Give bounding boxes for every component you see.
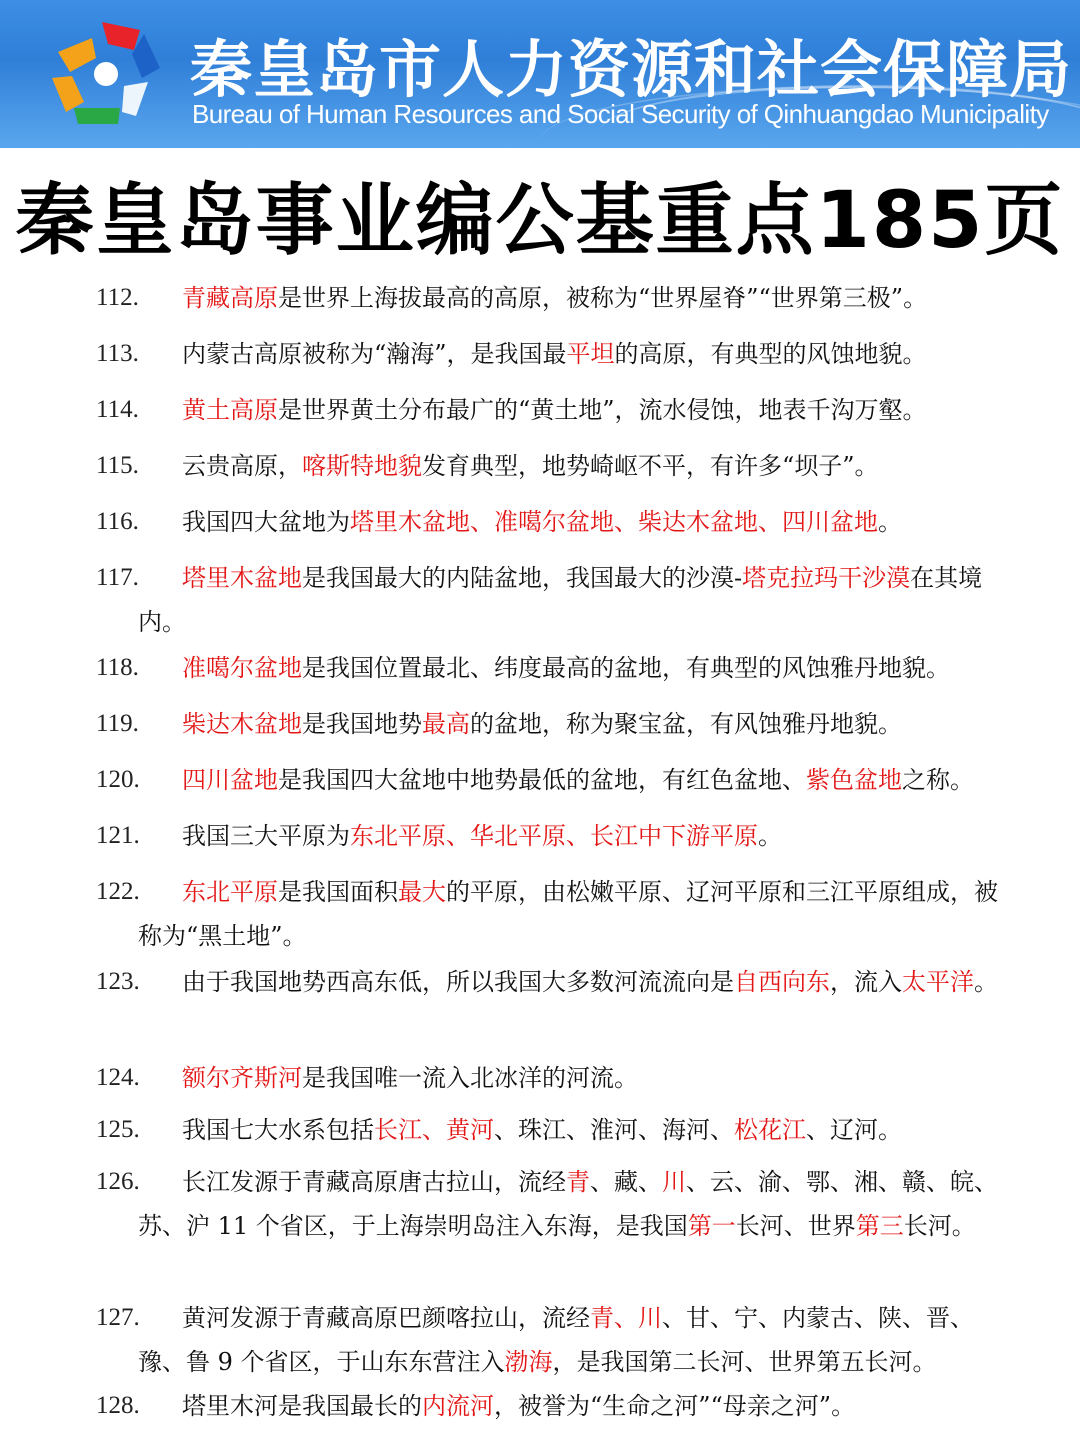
text-segment: 的平原，由松嫩平原、辽河平原和三江平原组成，被称为“黑土地”。 <box>138 878 998 950</box>
item-number: 121. <box>96 822 140 849</box>
item-text <box>138 1160 1000 1248</box>
item-number: 124. <box>96 1064 140 1091</box>
item-number: 123. <box>96 968 140 995</box>
item-number: 120. <box>96 766 140 793</box>
highlighted-keyword: 第一 <box>687 1212 736 1240</box>
item-number: 117. <box>96 564 139 591</box>
item-number: 127. <box>96 1304 140 1331</box>
text-segment: 发育典型，地势崎岖不平，有许多“坝子”。 <box>422 452 879 480</box>
text-segment: ，被誉为“生命之河”“母亲之河”。 <box>494 1392 856 1420</box>
highlighted-keyword: 川 <box>662 1168 686 1196</box>
item-text <box>138 1102 1000 1158</box>
text-segment: 的盆地，称为聚宝盆，有风蚀雅丹地貌。 <box>470 710 902 738</box>
highlighted-keyword: 自西向东 <box>734 968 830 996</box>
page-title: 秦皇岛事业编公基重点185页 <box>15 176 1065 266</box>
highlighted-keyword: 青、川 <box>590 1304 662 1332</box>
item-text <box>138 752 1000 808</box>
item-number: 118. <box>96 654 139 681</box>
text-segment: 我国七大水系包括 <box>182 1116 374 1144</box>
item-number: 125. <box>96 1116 140 1143</box>
item-text <box>138 640 1000 696</box>
highlighted-keyword: 内流河 <box>422 1392 494 1420</box>
highlighted-keyword: 喀斯特地貌 <box>302 452 422 480</box>
item-text <box>138 808 1000 864</box>
text-segment: 长河。 <box>903 1212 976 1240</box>
item-text <box>138 438 1000 494</box>
text-segment: 是我国四大盆地中地势最低的盆地，有红色盆地、 <box>278 766 806 794</box>
text-segment: 在其境内。 <box>138 564 983 636</box>
text-segment: 内蒙古高原被称为“瀚海”，是我国最 <box>182 340 567 368</box>
organization-name-cn: 秦皇岛市人力资源和社会保障局 <box>190 33 1073 106</box>
text-segment: 、甘、宁、内蒙古、陕、晋、豫、鲁 9 个省区，于山东东营注入 <box>138 1304 974 1376</box>
header-banner <box>0 0 1080 148</box>
text-segment: ，流入 <box>830 968 902 996</box>
text-segment: 是世界黄土分布最广的“黄土地”，流水侵蚀，地表千沟万壑。 <box>278 396 927 424</box>
item-number: 114. <box>96 396 139 423</box>
item-text <box>138 556 1000 644</box>
highlighted-keyword: 最大 <box>398 878 446 906</box>
highlighted-keyword: 额尔齐斯河 <box>182 1064 302 1092</box>
item-text <box>138 696 1000 752</box>
item-text <box>138 382 1000 438</box>
highlighted-keyword: 长江、黄河 <box>374 1116 494 1144</box>
highlighted-keyword: 紫色盆地 <box>806 766 902 794</box>
highlighted-keyword: 松花江 <box>734 1116 806 1144</box>
highlighted-keyword: 渤海 <box>504 1348 553 1376</box>
text-segment: 、辽河。 <box>806 1116 902 1144</box>
text-segment: 长江发源于青藏高原唐古拉山，流经 <box>182 1168 566 1196</box>
item-number: 112. <box>96 284 139 311</box>
item-text <box>138 960 1000 1004</box>
highlighted-keyword: 太平洋 <box>902 968 974 996</box>
text-segment: 是我国面积 <box>278 878 398 906</box>
item-number: 122. <box>96 878 140 905</box>
highlighted-keyword: 塔里木盆地 <box>182 564 302 592</box>
highlighted-keyword: 青藏高原 <box>182 284 278 312</box>
text-segment: 的高原，有典型的风蚀地貌。 <box>614 340 927 368</box>
text-segment: 我国四大盆地为 <box>182 508 350 536</box>
highlighted-keyword: 塔里木盆地、准噶尔盆地、柴达木盆地、四川盆地 <box>350 508 878 536</box>
item-text <box>138 1050 1000 1106</box>
highlighted-keyword: 塔克拉玛干沙漠 <box>742 564 911 592</box>
item-number: 119. <box>96 710 139 737</box>
organization-name-en: Bureau of Human Resources and Social Security of Qinhuangdao Municipality <box>192 99 1049 129</box>
item-number: 128. <box>96 1392 140 1419</box>
text-segment: 是我国唯一流入北冰洋的河流。 <box>302 1064 638 1092</box>
item-number: 113. <box>96 340 139 367</box>
item-text <box>138 326 1000 382</box>
text-segment: 长河、世界 <box>735 1212 856 1240</box>
item-text <box>138 1296 1000 1384</box>
text-segment: 之称。 <box>902 766 974 794</box>
text-segment: 塔里木河是我国最长的 <box>182 1392 422 1420</box>
text-segment: 、云、渝、鄂、湘、赣、皖、苏、沪 11 个省区，于上海崇明岛注入东海，是我国 <box>138 1168 998 1240</box>
item-text <box>138 270 1000 326</box>
item-text <box>138 870 1000 958</box>
highlighted-keyword: 黄土高原 <box>182 396 278 424</box>
highlighted-keyword: 柴达木盆地 <box>182 710 302 738</box>
item-number: 115. <box>96 452 139 479</box>
text-segment: 是我国最大的内陆盆地，我国最大的沙漠- <box>302 564 743 592</box>
text-segment: 是我国地势 <box>302 710 422 738</box>
item-number: 116. <box>96 508 139 535</box>
text-segment: 是世界上海拔最高的高原，被称为“世界屋脊”“世界第三极”。 <box>278 284 928 312</box>
text-segment: 我国三大平原为 <box>182 822 350 850</box>
highlighted-keyword: 四川盆地 <box>182 766 278 794</box>
highlighted-keyword: 东北平原 <box>182 878 278 906</box>
highlighted-keyword: 第三 <box>855 1212 904 1240</box>
highlighted-keyword: 青 <box>566 1168 590 1196</box>
text-segment: 。 <box>758 822 782 850</box>
highlighted-keyword: 东北平原、华北平原、长江中下游平原 <box>350 822 758 850</box>
bureau-logo-icon <box>44 16 164 128</box>
highlighted-keyword: 准噶尔盆地 <box>182 654 302 682</box>
highlighted-keyword: 平坦 <box>566 340 615 368</box>
text-segment: 、珠江、淮河、海河、 <box>494 1116 734 1144</box>
text-segment: 云贵高原， <box>182 452 302 480</box>
text-segment: ，是我国第二长河、世界第五长河。 <box>552 1348 937 1376</box>
item-number: 126. <box>96 1168 140 1195</box>
text-segment: 黄河发源于青藏高原巴颜喀拉山，流经 <box>182 1304 590 1332</box>
highlighted-keyword: 最高 <box>422 710 470 738</box>
text-segment: 是我国位置最北、纬度最高的盆地，有典型的风蚀雅丹地貌。 <box>302 654 950 682</box>
item-text <box>138 494 1000 550</box>
item-text <box>138 1378 1000 1434</box>
text-segment: 由于我国地势西高东低，所以我国大多数河流流向是 <box>182 968 734 996</box>
text-segment: 、藏、 <box>590 1168 662 1196</box>
text-segment: 。 <box>878 508 902 536</box>
text-segment: 。 <box>974 968 998 996</box>
